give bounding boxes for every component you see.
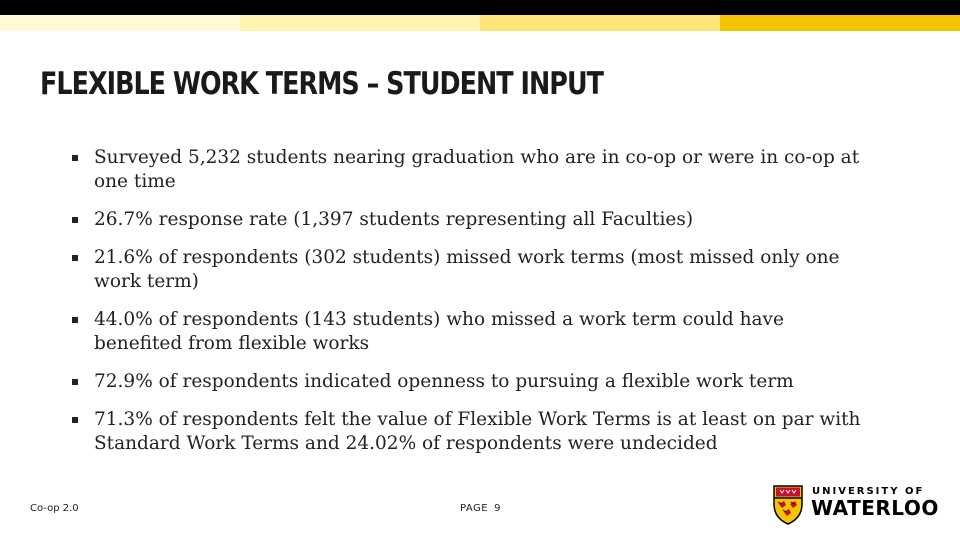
page-number: 9 [494, 503, 501, 514]
top-bar [0, 0, 960, 15]
footer-label: Co-op 2.0 [30, 503, 79, 514]
bullet-text: Surveyed 5,232 students nearing graduation who are in co-op or were in co-op at one time [94, 147, 860, 192]
bullet-item [72, 146, 872, 194]
bullet-list [72, 146, 872, 470]
bullet-item [72, 246, 872, 294]
bullet-text: 44.0% of respondents (143 students) who missed a work term could have benefited from flexible works [94, 309, 784, 354]
color-stripes [0, 15, 960, 31]
square-bullet-icon [72, 417, 78, 423]
university-crest-icon [772, 484, 804, 526]
square-bullet-icon [72, 255, 78, 261]
bullet-item [72, 408, 872, 456]
bullet-text: 26.7% response rate (1,397 students representing all Faculties) [94, 209, 694, 230]
square-bullet-icon [72, 155, 78, 161]
bullet-text: 21.6% of respondents (302 students) missed work terms (most missed only one work term) [94, 247, 840, 292]
page-indicator [460, 503, 501, 514]
bullet-text: 72.9% of respondents indicated openness to pursuing a flexible work term [94, 371, 794, 392]
square-bullet-icon [72, 217, 78, 223]
logo-text-waterloo: WATERLOO [811, 496, 939, 520]
university-logo [772, 484, 939, 526]
slide-title: FLEXIBLE WORK TERMS – STUDENT INPUT [40, 66, 603, 102]
stripe-2 [240, 15, 480, 31]
stripe-1 [0, 15, 240, 31]
logo-text-university-of: UNIVERSITY OF [812, 486, 925, 497]
bullet-text: 71.3% of respondents felt the value of Flexible Work Terms is at least on par with Standard Work Terms and 24.02% of respondents were undecided [94, 409, 861, 454]
bullet-item [72, 370, 872, 394]
stripe-3 [480, 15, 720, 31]
square-bullet-icon [72, 317, 78, 323]
square-bullet-icon [72, 379, 78, 385]
bullet-item [72, 208, 872, 232]
page-label: PAGE [460, 503, 489, 514]
stripe-4 [720, 15, 960, 31]
bullet-item [72, 308, 872, 356]
